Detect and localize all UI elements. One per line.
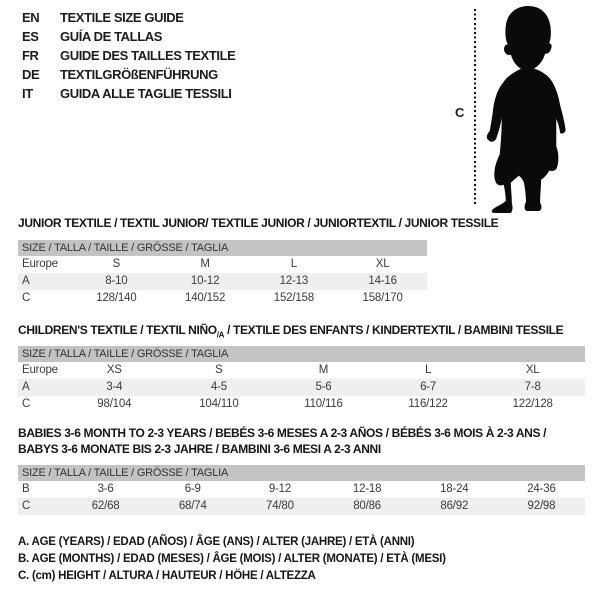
height-cell: 104/110	[199, 398, 239, 410]
age-cell: 8-10	[105, 275, 128, 287]
lang-code: IT	[22, 86, 33, 101]
height-cell: 128/140	[96, 292, 137, 304]
height-cell: 140/152	[185, 292, 226, 304]
table-row-height	[18, 396, 585, 413]
children-size-table	[18, 346, 585, 413]
height-cell: 86/92	[440, 500, 469, 512]
lang-code: FR	[22, 48, 39, 63]
children-title-a: CHILDREN'S TEXTILE / TEXTIL NIÑO	[18, 323, 217, 337]
size-cell: L	[290, 258, 297, 270]
junior-size-table	[18, 240, 427, 307]
size-cell: M	[200, 258, 210, 270]
age-cell: 12-18	[352, 483, 382, 495]
lang-row-es	[22, 27, 235, 46]
height-cell: 80/86	[353, 500, 381, 512]
lang-title: GUIDA ALLE TAGLIE TESSILI	[60, 86, 232, 101]
row-label: A	[22, 275, 30, 287]
size-header-bar	[18, 240, 427, 256]
height-cell: 92/98	[527, 500, 556, 512]
babies-section-title-line2: BABYS 3-6 MONATE BIS 2-3 JAHRE / BAMBINI 3-6 MESI A 2-3 ANNI	[18, 442, 381, 456]
age-cell: 6-7	[420, 381, 437, 393]
children-title-sub: /A	[216, 330, 225, 340]
row-label: B	[22, 483, 30, 495]
height-cell: 62/68	[91, 500, 120, 512]
table-row-age	[18, 273, 427, 290]
age-cell: 10-12	[190, 275, 220, 287]
age-cell: 14-16	[368, 275, 397, 287]
age-cell: 3-4	[106, 381, 123, 393]
lang-title: TEXTILE SIZE GUIDE	[60, 10, 184, 25]
row-label: C	[22, 398, 31, 410]
age-cell: 24-36	[527, 483, 556, 495]
height-measure-dashed-line	[474, 9, 476, 206]
row-label: A	[22, 381, 30, 393]
age-cell: 7-8	[524, 381, 541, 393]
size-header-label: SIZE / TALLA / TAILLE / GRÖSSE / TAGLIA	[22, 467, 229, 479]
language-legend	[22, 8, 235, 103]
size-cell: S	[215, 364, 223, 376]
size-header-bar	[18, 346, 585, 362]
table-row-europe	[18, 256, 427, 273]
lang-row-it	[22, 84, 235, 103]
size-cell: L	[424, 364, 432, 376]
size-cell: XL	[525, 364, 540, 376]
height-cell: 158/170	[362, 292, 403, 304]
age-cell: 6-9	[184, 483, 201, 495]
size-cell: XL	[375, 258, 390, 270]
lang-code: DE	[22, 67, 40, 82]
size-cell: XS	[106, 364, 122, 376]
table-row-europe	[18, 362, 585, 379]
table-row-height	[18, 498, 585, 515]
row-label: C	[22, 292, 31, 304]
height-cell: 152/158	[273, 292, 314, 304]
height-cell: 110/116	[304, 398, 343, 410]
note-age-months: B. AGE (MONTHS) / EDAD (MESES) / ÂGE (MOIS) / ALTER (MONATE) / ETÀ (MESI)	[18, 553, 446, 565]
height-cell: 74/80	[266, 500, 294, 512]
junior-section-title: JUNIOR TEXTILE / TEXTIL JUNIOR/ TEXTILE JUNIOR / JUNIORTEXTIL / JUNIOR TESSILE	[18, 216, 499, 230]
lang-title: TEXTILGRÖßENFÜHRUNG	[60, 67, 218, 82]
height-cell: 122/128	[512, 398, 553, 410]
age-cell: 3-6	[97, 483, 114, 495]
table-row-age-months	[18, 481, 585, 498]
table-row-age	[18, 379, 585, 396]
row-label: Europe	[22, 258, 58, 270]
baby-silhouette-image	[482, 6, 574, 213]
row-label: Europe	[22, 364, 58, 376]
age-cell: 18-24	[440, 483, 469, 495]
table-row-height	[18, 290, 427, 307]
age-cell: 5-6	[315, 381, 332, 393]
height-cell: 68/74	[178, 500, 207, 512]
row-label: C	[22, 500, 31, 512]
size-header-label: SIZE / TALLA / TAILLE / GRÖSSE / TAGLIA	[22, 348, 229, 360]
children-section-title	[18, 323, 563, 339]
height-measure-label: C	[455, 105, 465, 120]
note-age-years: A. AGE (YEARS) / EDAD (AÑOS) / ÂGE (ANS) / ALTER (JAHRE) / ETÀ (ANNI)	[18, 536, 415, 548]
lang-code: EN	[22, 10, 40, 25]
lang-title: GUÍA DE TALLAS	[60, 29, 163, 44]
lang-row-de	[22, 65, 235, 84]
babies-size-table	[18, 465, 585, 515]
age-cell: 9-12	[268, 483, 292, 495]
height-cell: 98/104	[97, 398, 132, 410]
size-header-bar	[18, 465, 585, 481]
lang-code: ES	[22, 29, 39, 44]
lang-title: GUIDE DES TAILLES TEXTILE	[60, 48, 236, 63]
children-title-b: / TEXTILE DES ENFANTS / KINDERTEXTIL / BAMBINI TESSILE	[224, 323, 564, 337]
size-cell: S	[112, 258, 121, 270]
height-cell: 116/122	[408, 398, 448, 410]
size-cell: M	[318, 364, 329, 376]
babies-section-title-line1: BABIES 3-6 MONTH TO 2-3 YEARS / BEBÉS 3-6 MESES A 2-3 AÑOS / BÉBÉS 3-6 MOIS À 2-3 ANS /	[18, 426, 547, 440]
note-height-cm: C. (cm) HEIGHT / ALTURA / HAUTEUR / HÖHE / ALTEZZA	[18, 570, 316, 582]
lang-row-fr	[22, 46, 235, 65]
age-cell: 12-13	[279, 275, 309, 287]
age-cell: 4-5	[210, 381, 227, 393]
size-header-label: SIZE / TALLA / TAILLE / GRÖSSE / TAGLIA	[22, 242, 229, 254]
lang-row-en	[22, 8, 235, 27]
